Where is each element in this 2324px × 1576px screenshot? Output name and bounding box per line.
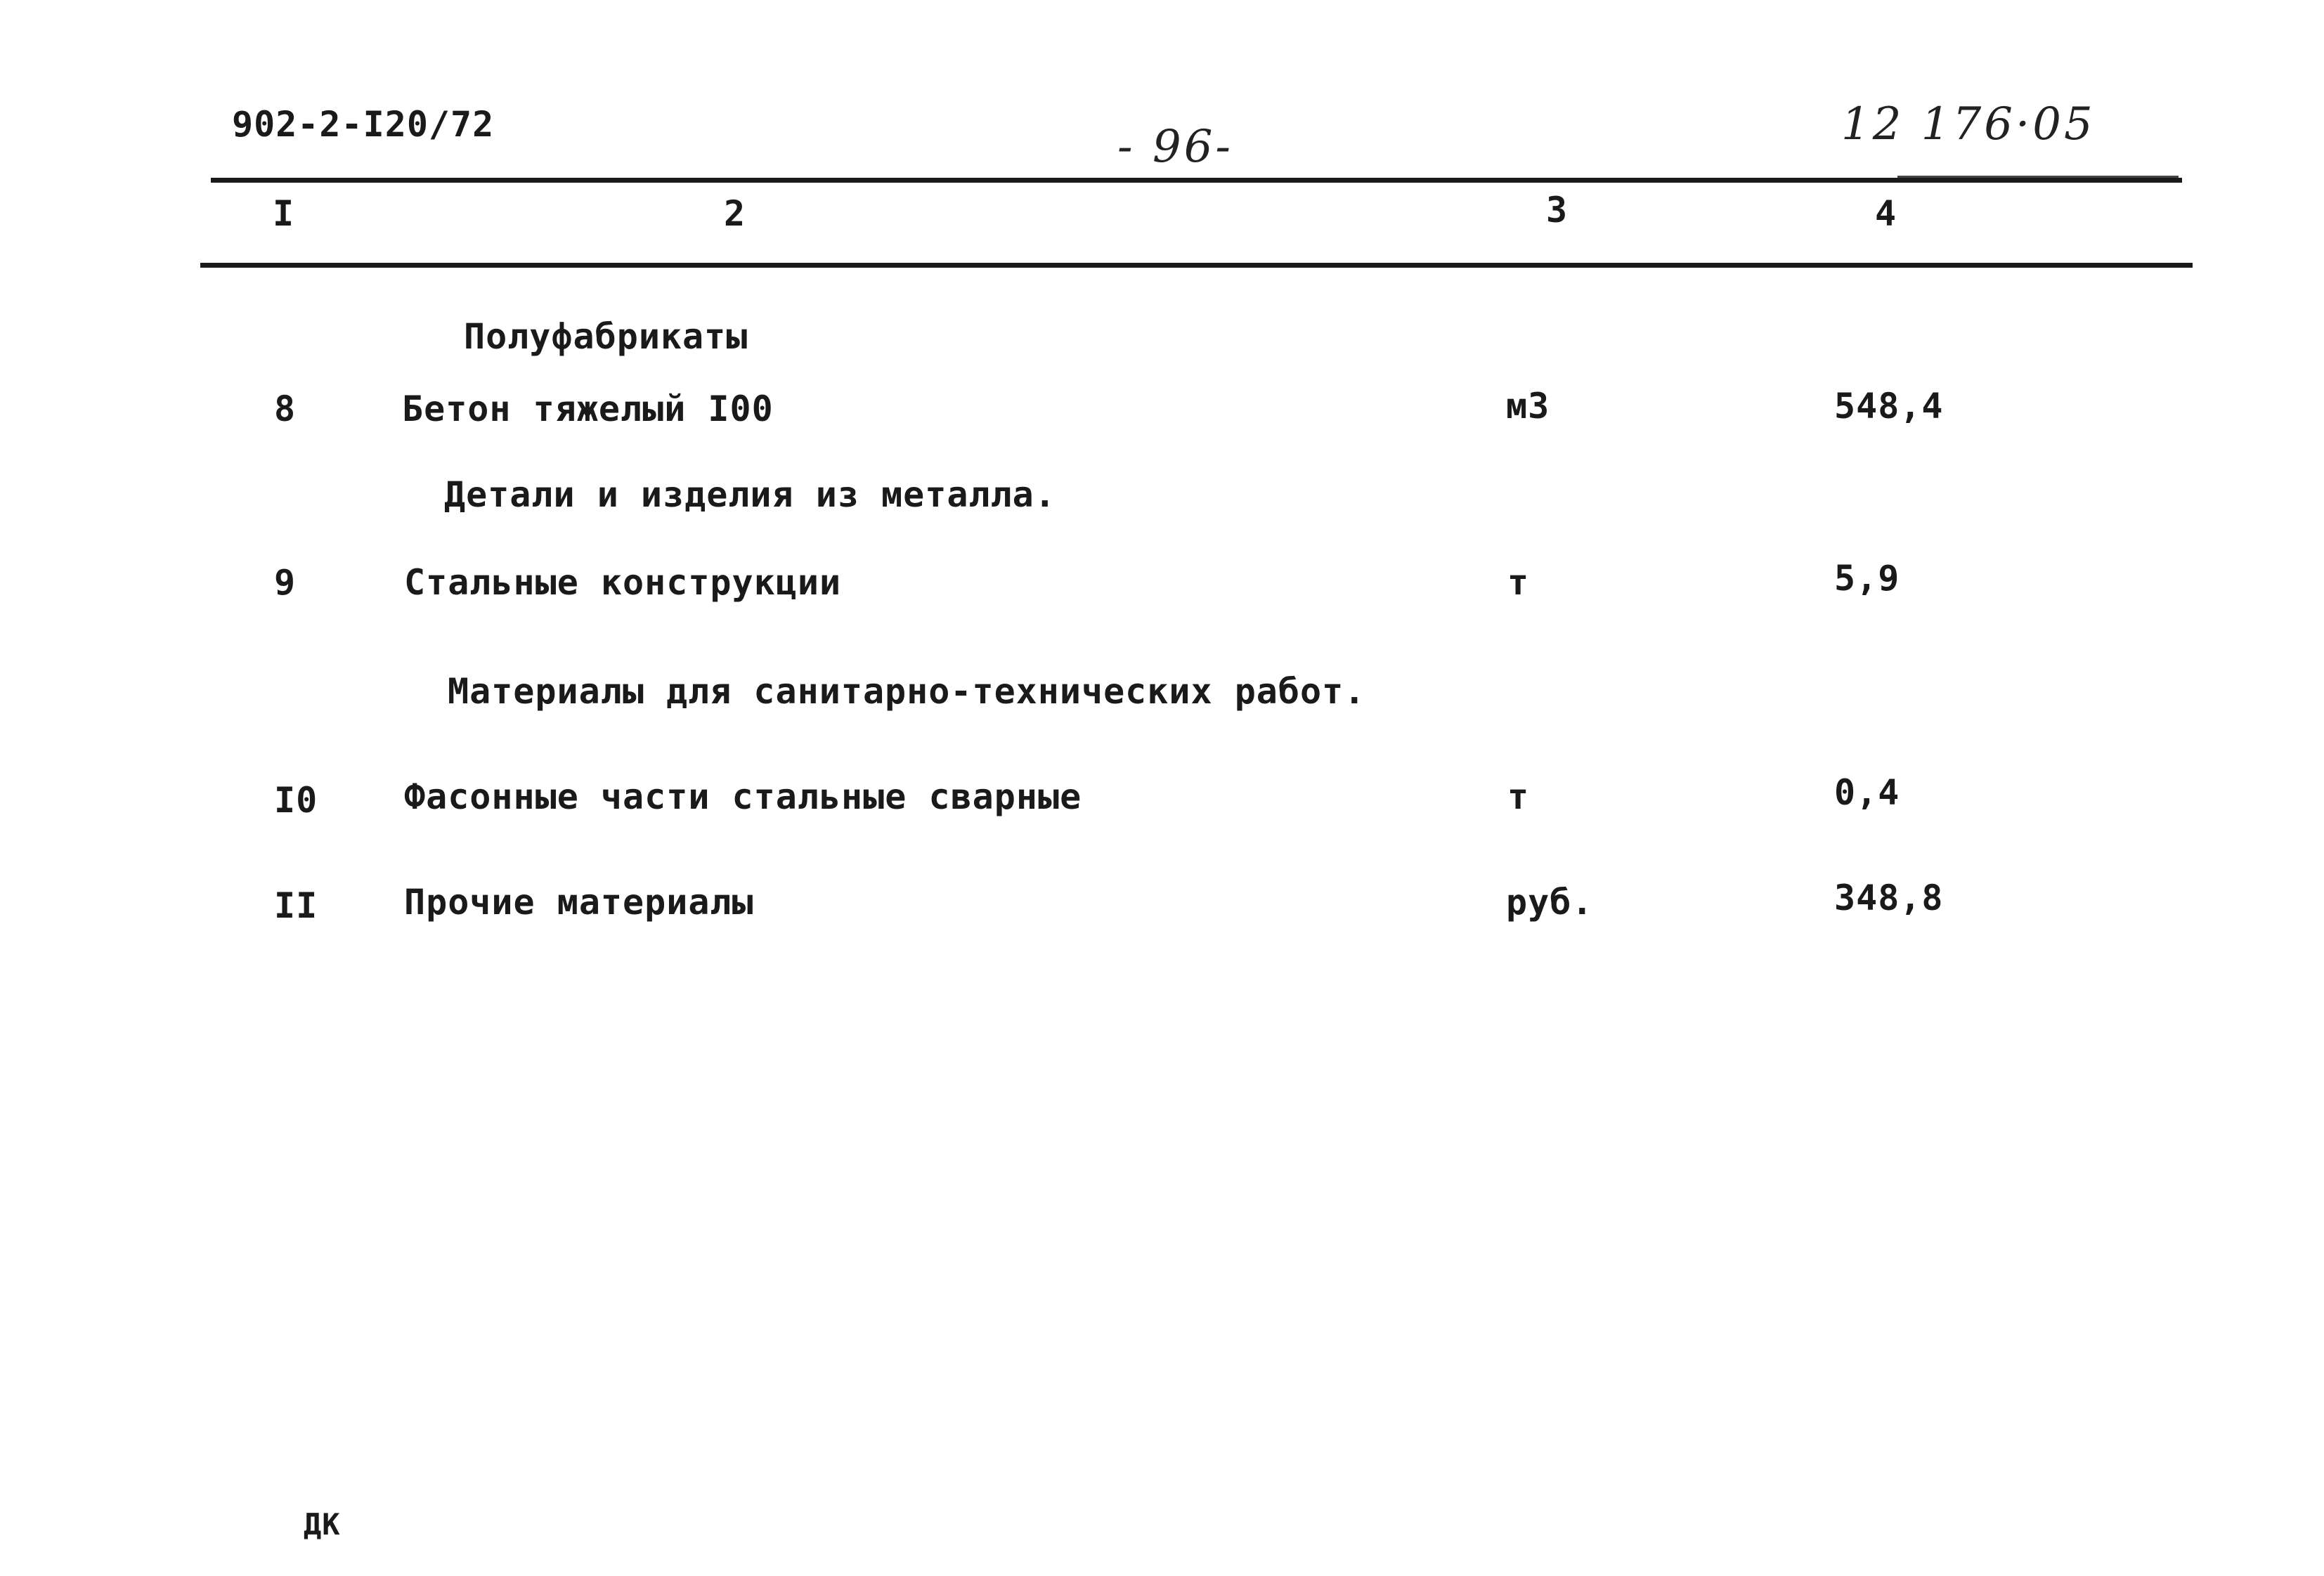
section-heading-metal-parts: Детали и изделия из металла. <box>444 474 1056 515</box>
column-header-3: 3 <box>1546 190 1569 230</box>
document-code: 902-2-I20/72 <box>232 104 495 145</box>
row-unit: т <box>1507 776 1530 817</box>
column-header-1: I <box>273 193 295 234</box>
row-quantity: 548,4 <box>1834 386 1944 426</box>
row-number: I0 <box>274 780 318 821</box>
row-number: 9 <box>274 562 297 603</box>
row-number: II <box>274 885 318 926</box>
row-unit: м3 <box>1506 386 1550 426</box>
row-quantity: 348,8 <box>1834 878 1944 918</box>
row-quantity: 0,4 <box>1834 772 1900 813</box>
page-number: - 96- <box>1117 121 1234 173</box>
row-unit: т <box>1507 562 1530 603</box>
row-name: Прочие материалы <box>404 882 754 923</box>
row-name: Бетон тяжелый I00 <box>402 389 774 429</box>
row-name: Стальные конструкции <box>404 562 842 603</box>
row-name: Фасонные части стальные сварные <box>404 776 1082 817</box>
row-unit: руб. <box>1506 882 1594 923</box>
header-top-rule-tail <box>1897 176 2179 178</box>
header-bottom-rule <box>200 263 2193 268</box>
column-header-4: 4 <box>1875 193 1897 234</box>
section-heading-semi-products: Полуфабрикаты <box>464 316 748 357</box>
row-number: 8 <box>274 389 297 429</box>
header-top-rule <box>211 178 2182 183</box>
archive-number: 12 176·05 <box>1841 98 2096 150</box>
column-header-2: 2 <box>724 193 746 234</box>
row-quantity: 5,9 <box>1834 558 1900 599</box>
footer-mark: ДК <box>304 1507 341 1542</box>
section-heading-sanitary-materials: Материалы для санитарно-технических работ. <box>448 671 1366 712</box>
